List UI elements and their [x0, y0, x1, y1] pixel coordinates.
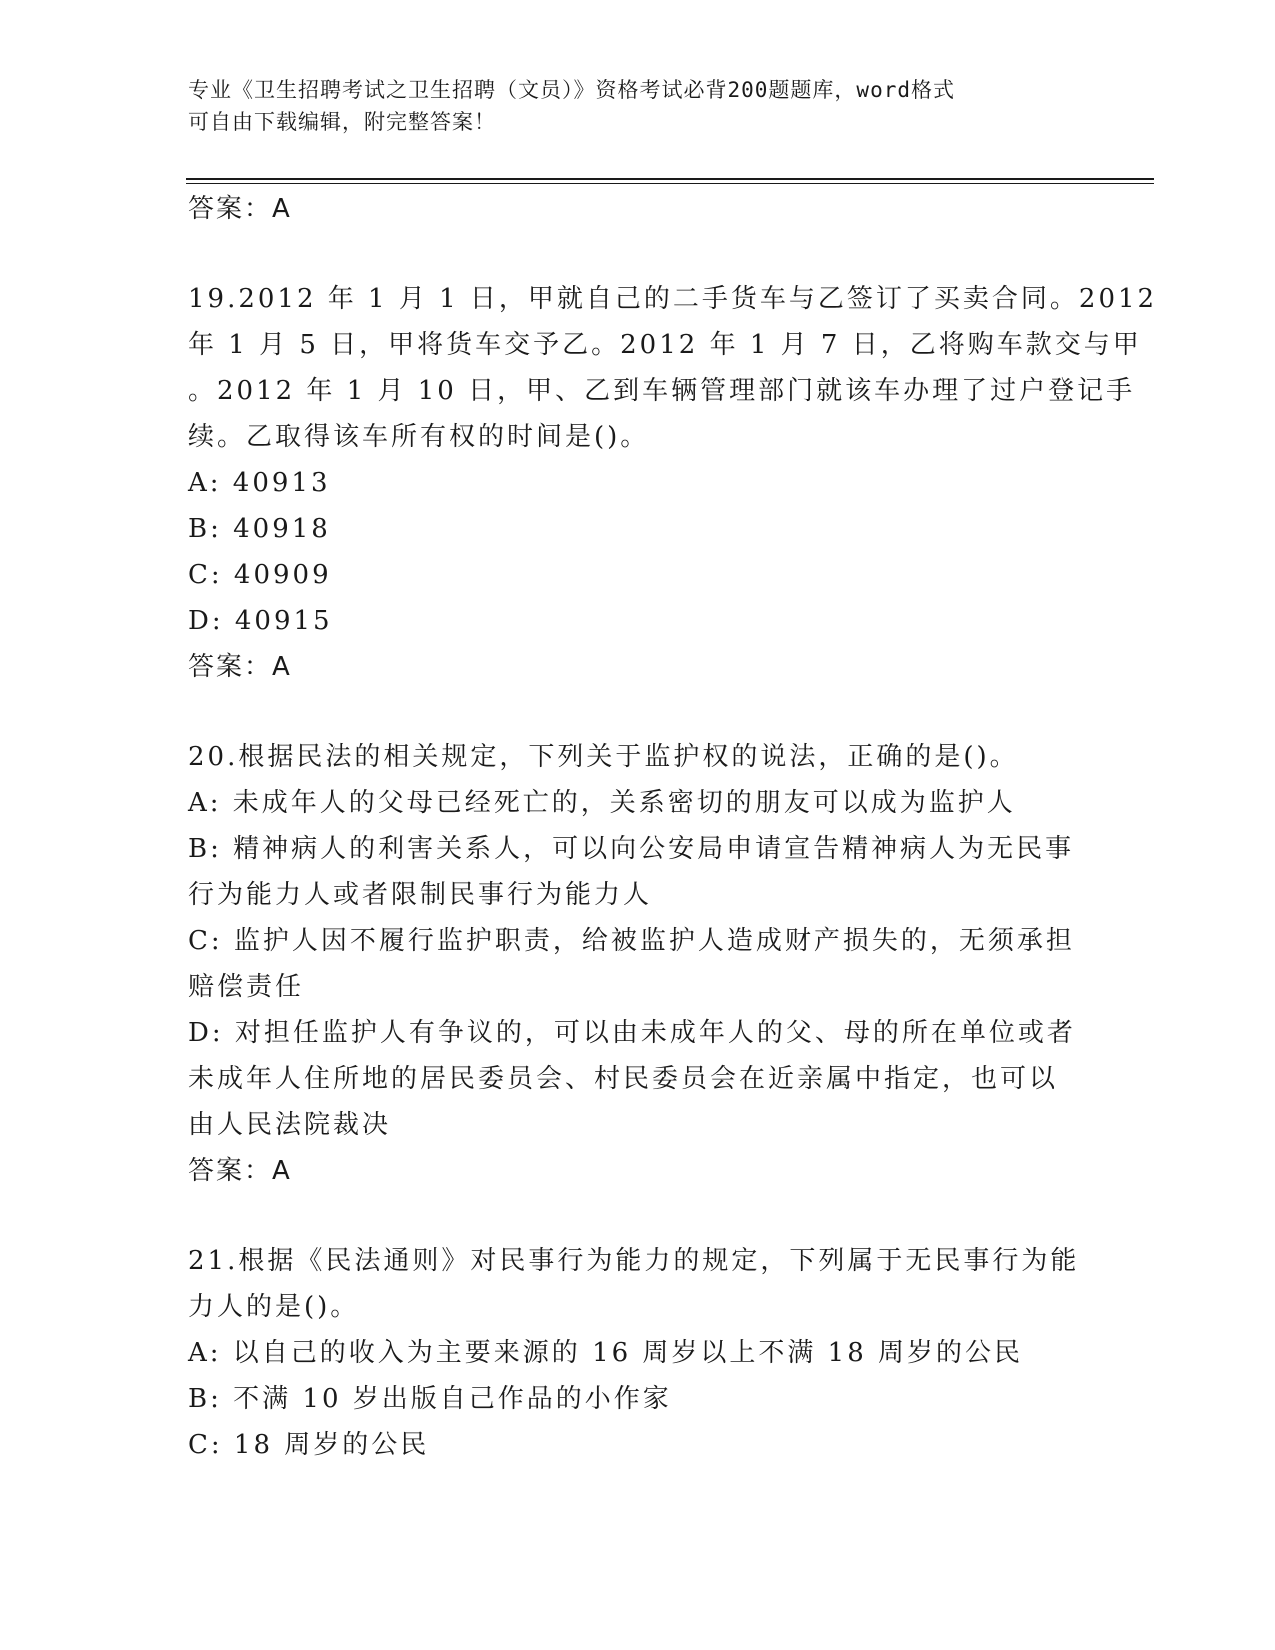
question-text-line: 21.根据《民法通则》对民事行为能力的规定，下列属于无民事行为能 [188, 1246, 1080, 1276]
answer-line: 答案：A [188, 652, 292, 682]
option-line: 由人民法院裁决 [188, 1110, 392, 1140]
question-text-line: 。2012 年 1 月 10 日，甲、乙到车辆管理部门就该车办理了过户登记手 [188, 376, 1136, 406]
option-line: B: 精神病人的利害关系人，可以向公安局申请宣告精神病人为无民事 [188, 834, 1075, 864]
question-text-line: 续。乙取得该车所有权的时间是()。 [188, 422, 650, 452]
option-line: 未成年人住所地的居民委员会、村民委员会在近亲属中指定，也可以 [188, 1064, 1059, 1094]
option-line: D: 40915 [188, 606, 333, 636]
header-rule-thin [186, 183, 1154, 184]
question-text-line: 19.2012 年 1 月 1 日，甲就自己的二手货车与乙签订了买卖合同。2012 [188, 284, 1158, 314]
section-gap [188, 690, 1088, 734]
option-line: A: 未成年人的父母已经死亡的，关系密切的朋友可以成为监护人 [188, 788, 1016, 818]
question-block [188, 734, 1088, 1148]
option-line: A: 以自己的收入为主要来源的 16 周岁以上不满 18 周岁的公民 [188, 1338, 1024, 1368]
question-text-line: 20.根据民法的相关规定，下列关于监护权的说法，正确的是()。 [188, 742, 1019, 772]
section-gap [188, 232, 1088, 276]
option-line: B: 不满 10 岁出版自己作品的小作家 [188, 1384, 672, 1414]
header-line-2: 可自由下载编辑，附完整答案！ [188, 110, 496, 134]
option-line: C: 40909 [188, 560, 332, 590]
header-rule-thick [186, 178, 1154, 180]
option-line: D: 对担任监护人有争议的，可以由未成年人的父、母的所在单位或者 [188, 1018, 1076, 1048]
answer-line: 答案：A [188, 194, 292, 224]
option-line: B: 40918 [188, 514, 331, 544]
question-text-line: 力人的是()。 [188, 1292, 360, 1322]
option-line: C: 18 周岁的公民 [188, 1430, 430, 1460]
document-body [188, 186, 1158, 1468]
document-header [188, 74, 1078, 138]
question-block [188, 276, 1158, 644]
question-text-line: 年 1 月 5 日，甲将货车交予乙。2012 年 1 月 7 日，乙将购车款交与甲 [188, 330, 1142, 360]
option-line: C: 监护人因不履行监护职责，给被监护人造成财产损失的，无须承担 [188, 926, 1075, 956]
option-line: A: 40913 [188, 468, 331, 498]
answer-line: 答案：A [188, 1156, 292, 1186]
section-gap [188, 1194, 1088, 1238]
question-block [188, 1238, 1088, 1468]
option-line: 行为能力人或者限制民事行为能力人 [188, 880, 653, 910]
header-line-1: 专业《卫生招聘考试之卫生招聘（文员）》资格考试必背200题题库，word格式 [188, 78, 955, 102]
option-line: 赔偿责任 [188, 972, 305, 1002]
